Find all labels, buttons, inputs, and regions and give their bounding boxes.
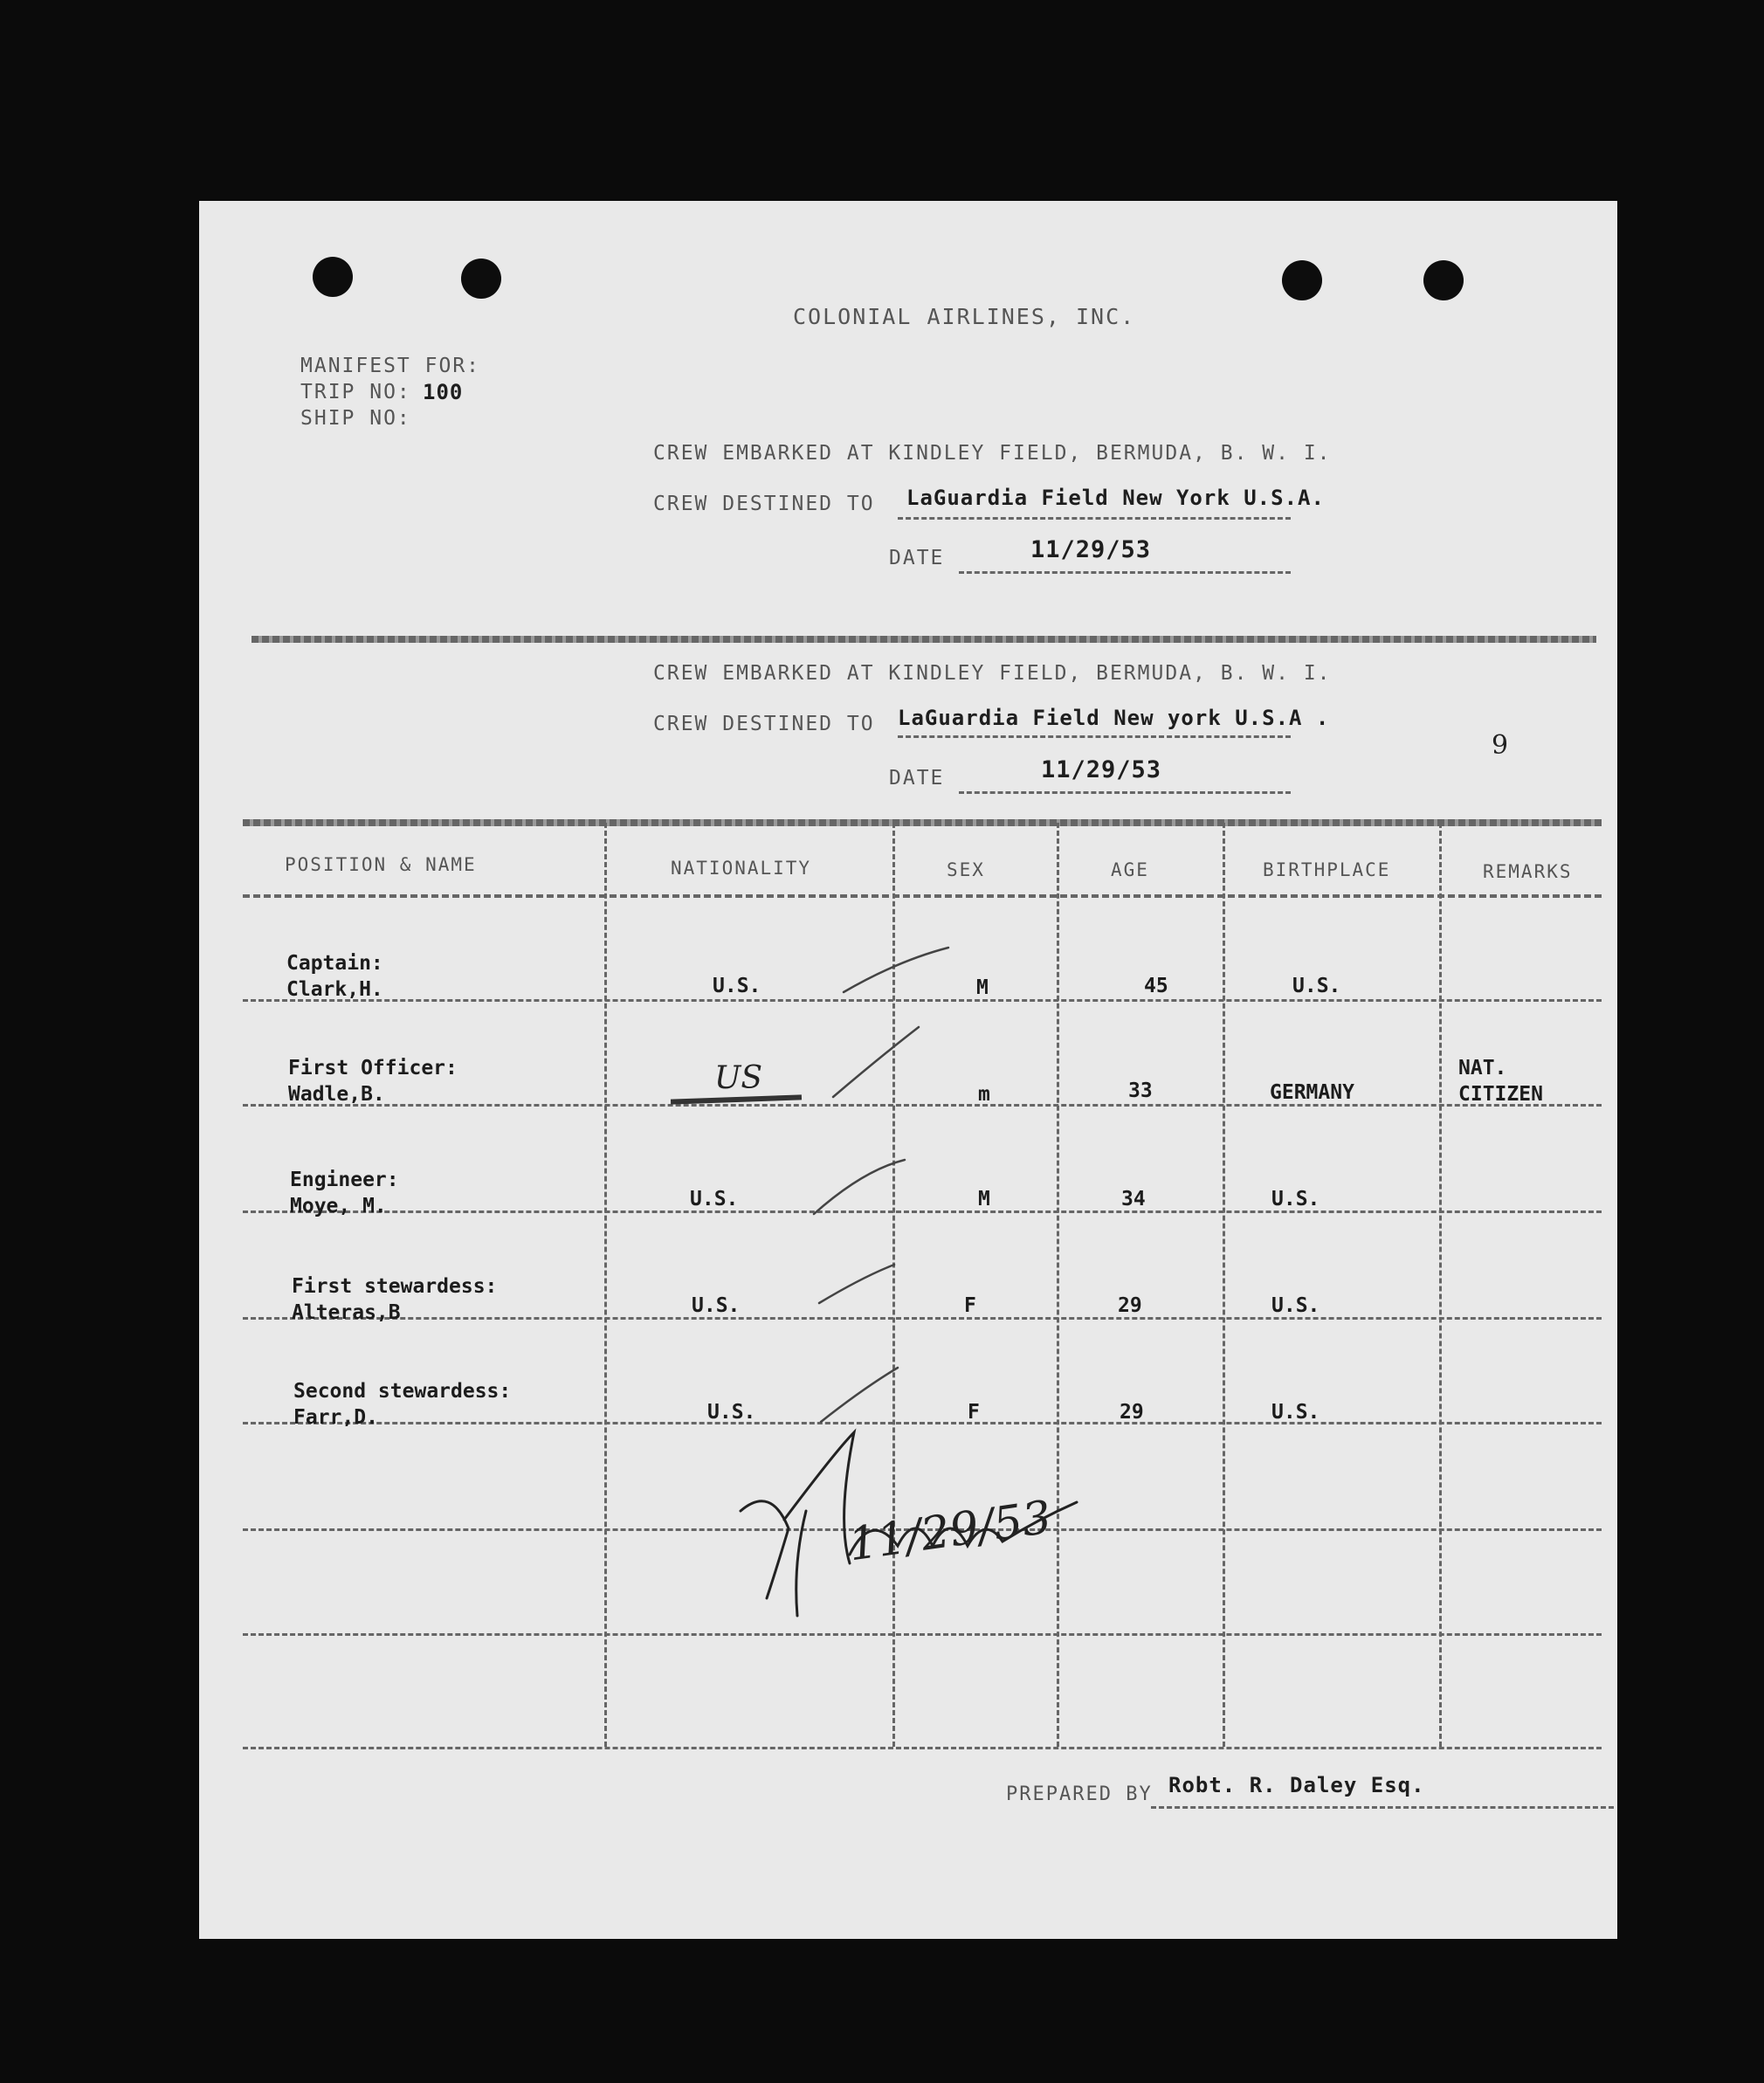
- destination-1: LaGuardia Field New York U.S.A.: [906, 486, 1325, 510]
- check-mark: [821, 1368, 898, 1422]
- date-2: 11/29/53: [1041, 756, 1162, 783]
- date-label-2: DATE: [889, 767, 945, 790]
- ship-label: SHIP NO:: [300, 407, 411, 430]
- row-name: Clark,H.: [286, 978, 383, 1001]
- row-birthplace: GERMANY: [1270, 1081, 1354, 1104]
- row-age: 45: [1144, 975, 1168, 997]
- row-nationality: U.S.: [713, 975, 761, 997]
- row-nationality: US: [714, 1060, 763, 1096]
- prepared-by-name: Robt. R. Daley Esq.: [1168, 1773, 1425, 1797]
- check-mark: [819, 1265, 894, 1303]
- row-birthplace: U.S.: [1292, 975, 1341, 997]
- row-name: Farr,D.: [293, 1406, 378, 1429]
- row-sex: M: [976, 976, 989, 999]
- row-name: Wadle,B.: [288, 1083, 385, 1106]
- trip-label: TRIP NO:: [300, 381, 411, 403]
- row-remarks: NAT.: [1458, 1057, 1507, 1079]
- signature-date: 11/29/53: [845, 1491, 1055, 1572]
- row-birthplace: U.S.: [1271, 1188, 1320, 1210]
- row-position: Captain:: [286, 952, 383, 975]
- check-mark: [833, 1027, 919, 1097]
- embarked-line-2: CREW EMBARKED AT KINDLEY FIELD, BERMUDA, B. W. I.: [653, 662, 1332, 685]
- header-age: AGE: [1111, 859, 1149, 880]
- header-birthplace: BIRTHPLACE: [1263, 859, 1391, 880]
- trip-number: 100: [423, 380, 464, 404]
- row-age: 29: [1120, 1401, 1144, 1424]
- row-birthplace: U.S.: [1271, 1294, 1320, 1317]
- manifest-label: MANIFEST FOR:: [300, 355, 481, 377]
- row-sex: F: [968, 1401, 980, 1424]
- header-remarks: REMARKS: [1483, 861, 1573, 882]
- page-number: 9: [1492, 730, 1509, 761]
- row-nationality: U.S.: [692, 1294, 741, 1317]
- row-remarks: CITIZEN: [1458, 1083, 1543, 1106]
- row-sex: F: [964, 1294, 976, 1317]
- row-name: Moye, M.: [290, 1195, 387, 1217]
- row-nationality: U.S.: [707, 1401, 756, 1424]
- header-position-name: POSITION & NAME: [285, 854, 477, 875]
- row-age: 33: [1128, 1079, 1153, 1102]
- row-name: Alteras,B: [292, 1301, 401, 1324]
- row-sex: m: [978, 1083, 990, 1106]
- header-nationality: NATIONALITY: [671, 858, 812, 879]
- row-sex: M: [978, 1188, 990, 1210]
- header-sex: SEX: [947, 859, 985, 880]
- check-marks: [199, 201, 1617, 1939]
- row-birthplace: U.S.: [1271, 1401, 1320, 1424]
- prepared-by-label: PREPARED BY: [1006, 1783, 1153, 1805]
- manifest-sheet: [199, 201, 1617, 1939]
- prepared-underline: [1151, 1806, 1614, 1809]
- destined-label-1: CREW DESTINED TO: [653, 493, 875, 515]
- destined-label-2: CREW DESTINED TO: [653, 713, 875, 735]
- destination-2: LaGuardia Field New york U.S.A .: [898, 706, 1330, 730]
- row-position: First stewardess:: [292, 1275, 498, 1298]
- date-1: 11/29/53: [1030, 536, 1152, 563]
- row-position: Second stewardess:: [293, 1380, 512, 1403]
- check-mark: [844, 948, 948, 992]
- check-mark: [814, 1160, 905, 1214]
- company-name: COLONIAL AIRLINES, INC.: [793, 304, 1136, 329]
- row-nationality: U.S.: [690, 1188, 739, 1210]
- embarked-line-1: CREW EMBARKED AT KINDLEY FIELD, BERMUDA, B. W. I.: [653, 442, 1332, 465]
- date-label-1: DATE: [889, 547, 945, 569]
- row-position: Engineer:: [290, 1169, 399, 1191]
- row-age: 29: [1118, 1294, 1142, 1317]
- row-age: 34: [1121, 1188, 1146, 1210]
- row-position: First Officer:: [288, 1057, 458, 1079]
